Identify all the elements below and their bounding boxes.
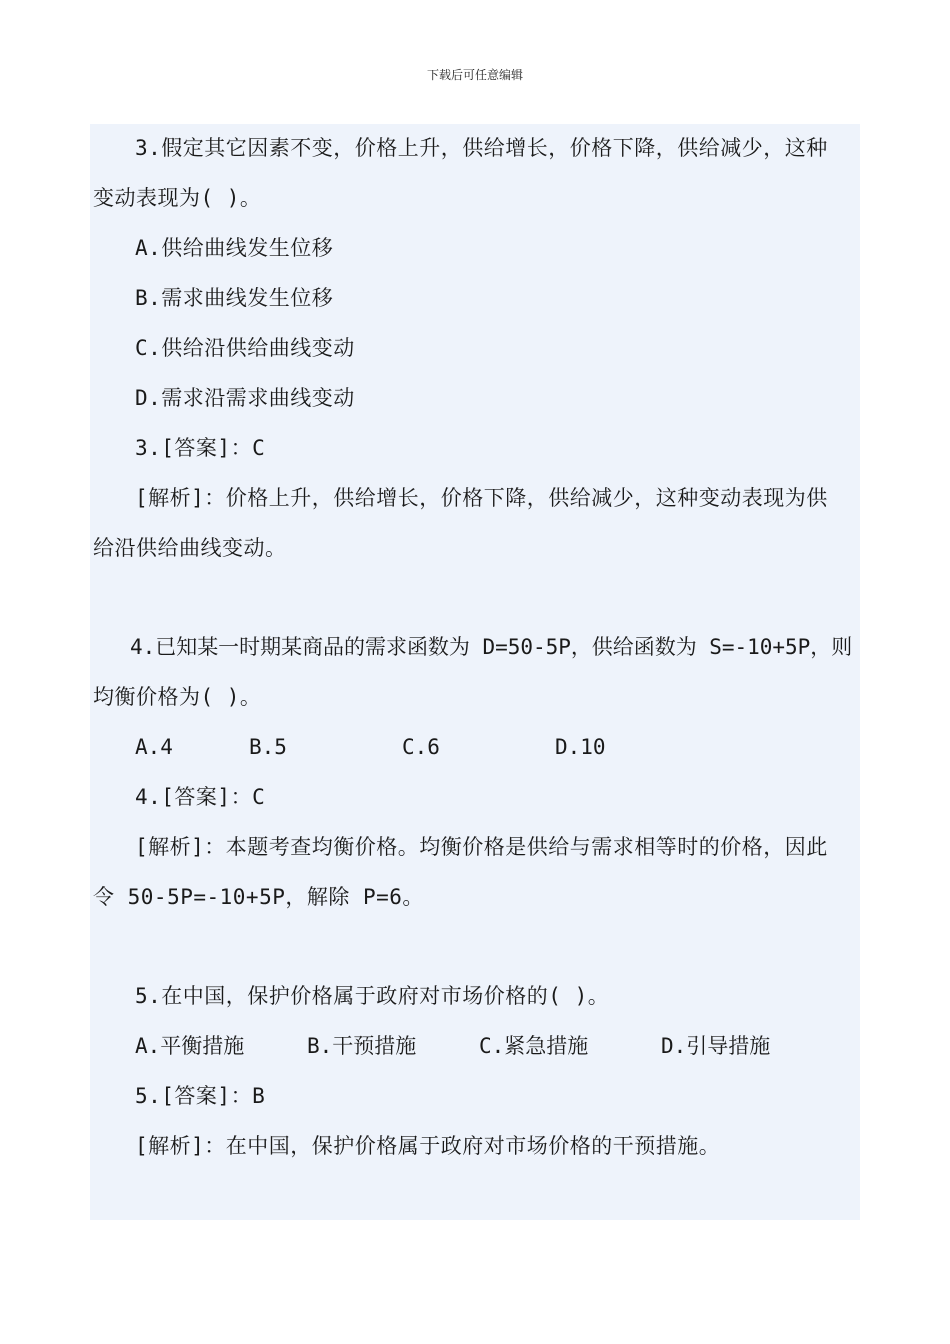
q5-option-a: A.平衡措施 bbox=[135, 1034, 245, 1058]
q4-answer: 4.[答案]：C bbox=[135, 785, 266, 809]
q3-answer: 3.[答案]：C bbox=[135, 436, 266, 460]
q3-analysis-line1: [解析]：价格上升，供给增长，价格下降，供给减少，这种变动表现为供 bbox=[135, 486, 828, 510]
q3-option-c: C.供给沿供给曲线变动 bbox=[135, 336, 355, 360]
q5-option-c: C.紧急措施 bbox=[479, 1034, 589, 1058]
q4-option-d: D.10 bbox=[555, 735, 606, 759]
q3-option-a: A.供给曲线发生位移 bbox=[135, 236, 334, 260]
q5-analysis-line1: [解析]：在中国，保护价格属于政府对市场价格的干预措施。 bbox=[135, 1134, 721, 1158]
q3-analysis-line2: 给沿供给曲线变动。 bbox=[93, 536, 287, 560]
q3-option-d: D.需求沿需求曲线变动 bbox=[135, 386, 355, 410]
q5-option-d: D.引导措施 bbox=[661, 1034, 771, 1058]
page-header: 下载后可任意编辑 bbox=[426, 68, 523, 82]
q4-stem-line1: 4.已知某一时期某商品的需求函数为 D=50-5P，供给函数为 S=-10+5P，则 bbox=[130, 635, 853, 659]
q3-stem-line2: 变动表现为( )。 bbox=[93, 186, 262, 210]
q4-stem-line2: 均衡价格为( )。 bbox=[93, 685, 262, 709]
q5-answer: 5.[答案]：B bbox=[135, 1084, 266, 1108]
q4-option-c: C.6 bbox=[402, 735, 440, 759]
q4-analysis-line1: [解析]：本题考查均衡价格。均衡价格是供给与需求相等时的价格，因此 bbox=[135, 835, 828, 859]
q3-stem-line1: 3.假定其它因素不变，价格上升，供给增长，价格下降，供给减少，这种 bbox=[135, 136, 828, 160]
q5-option-b: B.干预措施 bbox=[307, 1034, 417, 1058]
q3-option-b: B.需求曲线发生位移 bbox=[135, 286, 334, 310]
q4-analysis-line2: 令 50-5P=-10+5P，解除 P=6。 bbox=[93, 885, 424, 909]
q5-stem-line1: 5.在中国，保护价格属于政府对市场价格的( )。 bbox=[135, 984, 610, 1008]
q4-option-b: B.5 bbox=[249, 735, 287, 759]
q4-option-a: A.4 bbox=[135, 735, 173, 759]
